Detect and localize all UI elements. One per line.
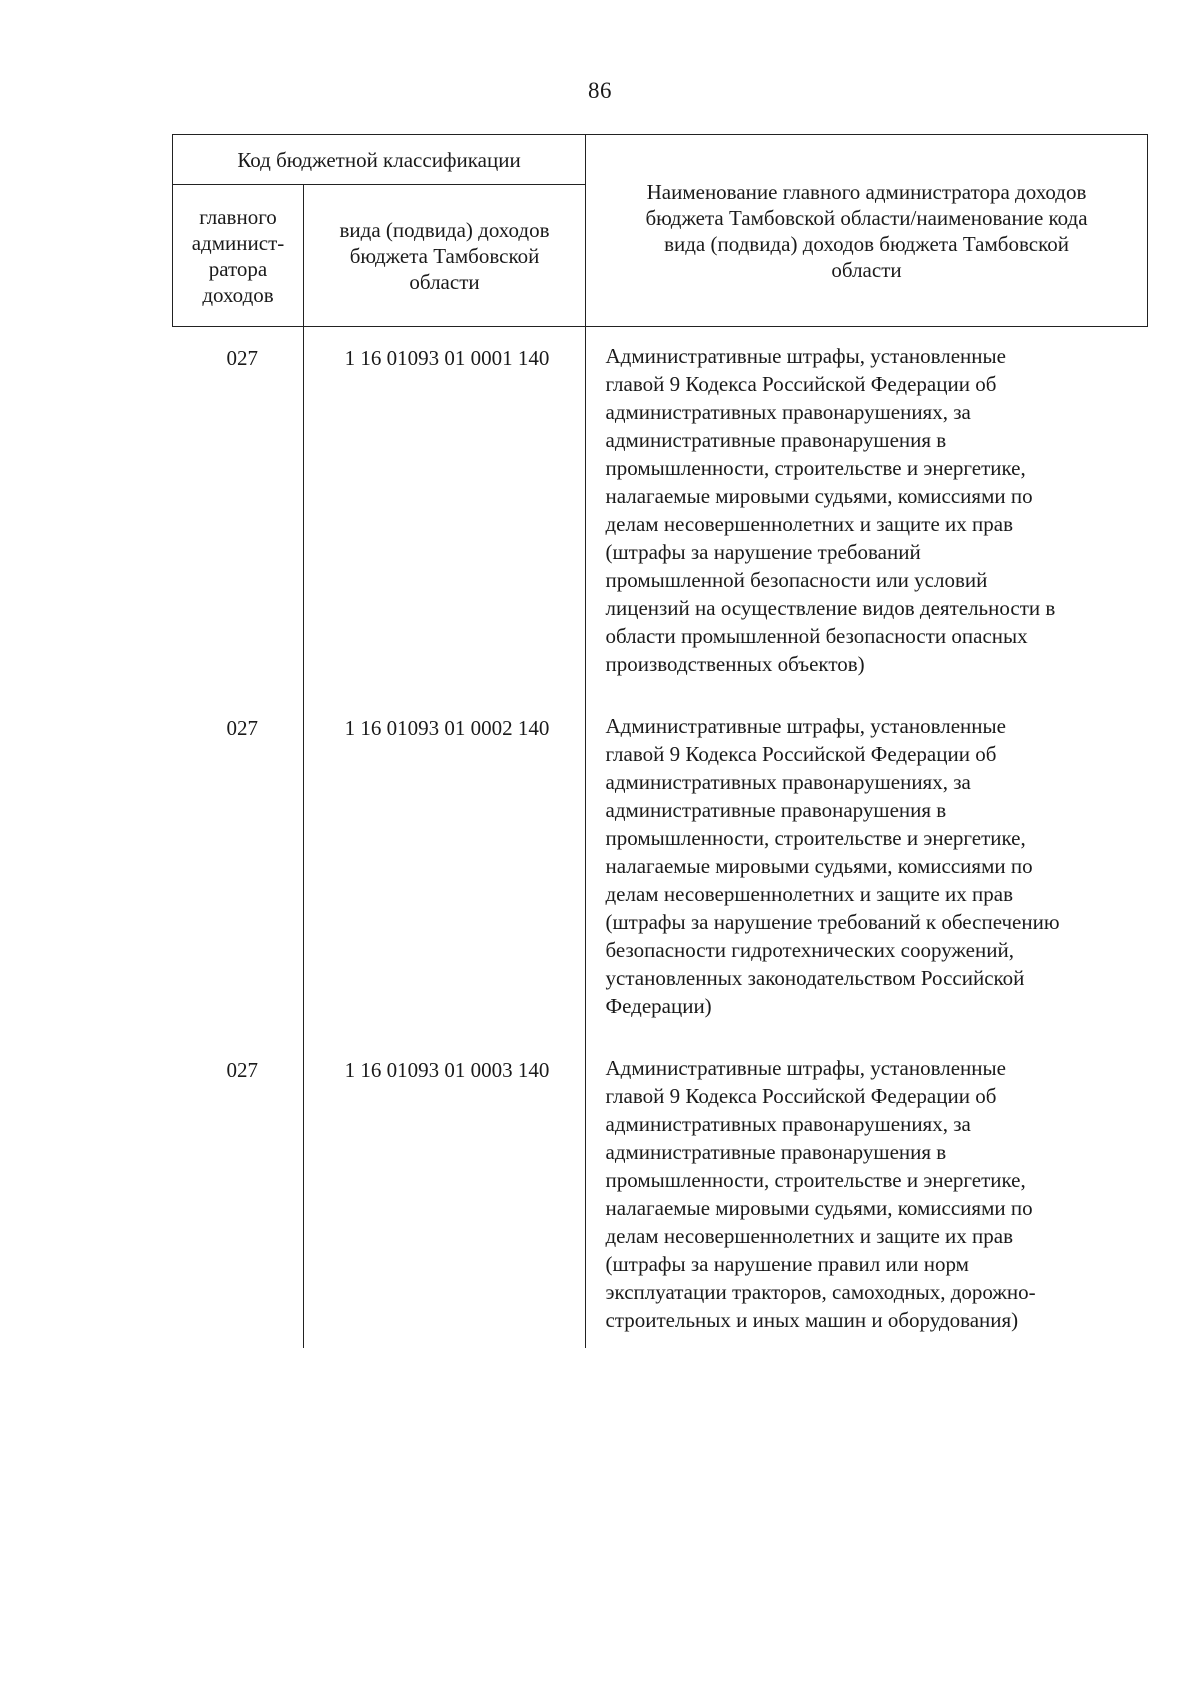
description-line: Федерации) xyxy=(605,994,712,1018)
header-name-line: вида (подвида) доходов бюджета Тамбовской xyxy=(664,231,1069,256)
header-name-line: Наименование главного администратора доходов xyxy=(646,179,1087,204)
description-line: производственных объектов) xyxy=(605,652,865,676)
description-line: (штрафы за нарушение требований к обеспечению xyxy=(605,910,1060,934)
page-number: 86 xyxy=(588,78,612,103)
admin-code-cell: 027 xyxy=(172,1038,303,1348)
table-header xyxy=(172,134,1148,327)
header-kind-line: бюджета Тамбовской xyxy=(349,243,540,268)
description-line: налагаемые мировыми судьями, комиссиями по xyxy=(605,484,1033,508)
description-line: административные правонарушения в xyxy=(605,1140,947,1164)
description-cell xyxy=(585,1038,1147,1348)
header-admin-line: главного xyxy=(199,204,277,229)
header-name-line: области xyxy=(831,257,902,282)
description-line: области промышленной безопасности опасных xyxy=(605,624,1028,648)
description-line: делам несовершеннолетних и защите их прав xyxy=(605,512,1013,536)
description-line: административные правонарушения в xyxy=(605,798,947,822)
header-admin-line: админист- xyxy=(191,230,285,255)
description-cell xyxy=(585,696,1147,1038)
admin-code-cell: 027 xyxy=(172,326,303,696)
table-body xyxy=(172,326,1147,1348)
header-kind-line: области xyxy=(409,269,480,294)
description-line: установленных законодательством Российской xyxy=(605,966,1025,990)
description-line: Административные штрафы, установленные xyxy=(605,714,1006,738)
description-line: административных правонарушениях, за xyxy=(605,1112,971,1136)
description-cell xyxy=(585,326,1147,696)
description-line: промышленности, строительстве и энергетике, xyxy=(605,1168,1026,1192)
description-line: главой 9 Кодекса Российской Федерации об xyxy=(605,742,997,766)
description-line: промышленной безопасности или условий xyxy=(605,568,988,592)
description-line: налагаемые мировыми судьями, комиссиями по xyxy=(605,1196,1033,1220)
description-line: делам несовершеннолетних и защите их прав xyxy=(605,882,1013,906)
description-line: Административные штрафы, установленные xyxy=(605,1056,1006,1080)
description-line: (штрафы за нарушение правил или норм xyxy=(605,1252,969,1276)
table-row xyxy=(172,1038,1147,1348)
header-name-column xyxy=(586,135,1148,327)
header-name-line: бюджета Тамбовской области/наименование кода xyxy=(645,205,1088,230)
table-row xyxy=(172,696,1147,1038)
description-line: главой 9 Кодекса Российской Федерации об xyxy=(605,1084,997,1108)
description-line: главой 9 Кодекса Российской Федерации об xyxy=(605,372,997,396)
admin-code-cell: 027 xyxy=(172,696,303,1038)
header-admin-column xyxy=(173,185,304,327)
header-admin-line: доходов xyxy=(202,282,274,307)
header-admin-line: ратора xyxy=(208,256,268,281)
description-line: административных правонарушениях, за xyxy=(605,770,971,794)
description-line: делам несовершеннолетних и защите их прав xyxy=(605,1224,1013,1248)
header-kind-column xyxy=(304,185,586,327)
header-group-title: Код бюджетной классификации xyxy=(173,135,586,185)
description-line: лицензий на осуществление видов деятельности в xyxy=(605,596,1056,620)
description-line: промышленности, строительстве и энергетике, xyxy=(605,456,1026,480)
description-line: налагаемые мировыми судьями, комиссиями по xyxy=(605,854,1033,878)
description-line: безопасности гидротехнических сооружений, xyxy=(605,938,1014,962)
income-code-cell: 1 16 01093 01 0002 140 xyxy=(303,696,585,1038)
description-line: промышленности, строительстве и энергетике, xyxy=(605,826,1026,850)
description-line: строительных и иных машин и оборудования) xyxy=(605,1308,1019,1332)
description-line: эксплуатации тракторов, самоходных, дорожно- xyxy=(605,1280,1036,1304)
table-row xyxy=(172,326,1147,696)
header-kind-line: вида (подвида) доходов xyxy=(339,217,550,242)
income-code-cell: 1 16 01093 01 0003 140 xyxy=(303,1038,585,1348)
description-line: административных правонарушениях, за xyxy=(605,400,971,424)
description-line: административные правонарушения в xyxy=(605,428,947,452)
income-code-cell: 1 16 01093 01 0001 140 xyxy=(303,326,585,696)
description-line: Административные штрафы, установленные xyxy=(605,344,1006,368)
description-line: (штрафы за нарушение требований xyxy=(605,540,921,564)
